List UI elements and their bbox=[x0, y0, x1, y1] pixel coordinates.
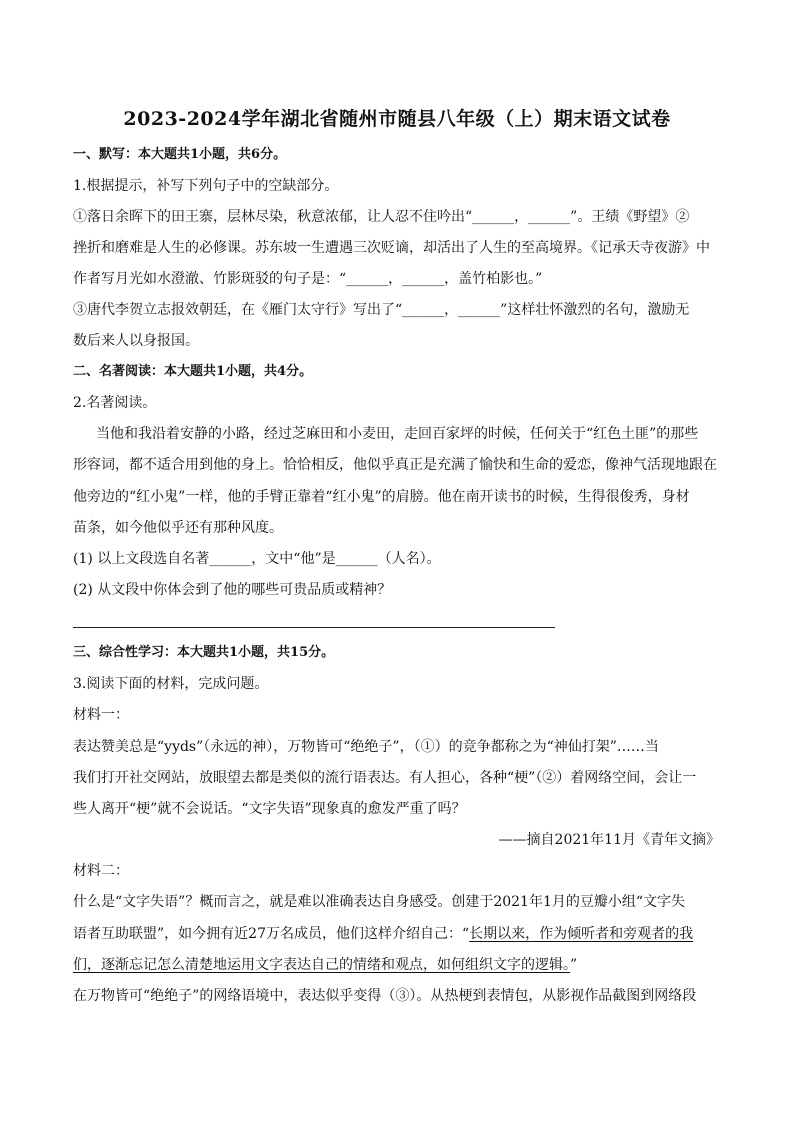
q2-sub1-text: (1) 以上文段选自名著 bbox=[73, 551, 210, 567]
q3-prompt: 3.阅读下面的材料，完成问题。 bbox=[73, 676, 269, 692]
section-3-heading: 三、综合性学习：本大题共1小题，共15分。 bbox=[73, 645, 335, 660]
material-2-line-3 bbox=[73, 955, 577, 975]
underlined-quote: 长期以来，作为倾听者和旁观者的我 bbox=[469, 926, 694, 942]
q2-sub1-middle: ，文中“他”是 bbox=[251, 551, 336, 567]
q1-line-5: 数后来人以身报国。 bbox=[73, 333, 199, 349]
answer-blank[interactable]: ______ bbox=[209, 551, 252, 567]
closing-quote: ” bbox=[570, 957, 578, 973]
material-1-line-3: 些人离开“梗”就不会说话。“文字失语”现象真的愈发严重了吗？ bbox=[73, 801, 466, 817]
material-1-line-2: 我们打开社交网站，放眼望去都是类似的流行语表达。有人担心，各种“梗”（②）着网络空间，会让一 bbox=[73, 770, 697, 786]
q1-line-4-tail: ”这样壮怀激烈的名句，激励无 bbox=[500, 302, 690, 318]
q1-line-4-text: ③唐代李贺立志报效朝廷，在《雁门太守行》写出了“ bbox=[73, 302, 403, 318]
q1-line-3-text: 作者写月光如水澄澈、竹影斑驳的句子是：“ bbox=[73, 271, 347, 287]
q1-line-2: 挫折和磨难是人生的必修课。苏东坡一生遭遇三次贬谪，却活出了人生的至高境界。《记承天寺夜游》中 bbox=[73, 240, 710, 256]
q2-passage-line-2: 形容词，都不适合用到他的身上。恰恰相反，他似乎真正是充满了愉快和生命的爱恋，像神气活现地跟在 bbox=[73, 457, 717, 473]
answer-blank[interactable]: ______ bbox=[335, 551, 378, 567]
q2-passage-line-1: 当他和我沿着安静的小路，经过芝麻田和小麦田，走回百家坪的时候，任何关于“红色土匪”的那些 bbox=[96, 426, 699, 442]
separator: ， bbox=[388, 271, 403, 287]
q1-prompt: 1.根据提示，补写下列句子中的空缺部分。 bbox=[73, 178, 339, 194]
separator: ， bbox=[444, 302, 459, 318]
q1-line-4 bbox=[73, 300, 689, 320]
answer-line[interactable] bbox=[73, 627, 555, 628]
separator: ， bbox=[514, 209, 529, 225]
material-2-line-4: 在万物皆可“绝绝子”的网络语境中，表达似乎变得（③）。从热梗到表情包，从影视作品截图到网络段 bbox=[73, 988, 697, 1004]
q1-line-3 bbox=[73, 269, 542, 289]
section-2-heading: 二、名著阅读：本大题共1小题，共4分。 bbox=[73, 364, 313, 379]
q2-sub-question-2: (2) 从文段中你体会到了他的哪些可贵品质或精神？ bbox=[73, 582, 392, 598]
q1-line-1-text: ①落日余晖下的田王寨，层林尽染，秋意浓郁，让人忍不住吟出“ bbox=[73, 209, 473, 225]
answer-blank[interactable]: ______ bbox=[402, 271, 445, 287]
material-1-line-1: 表达赞美总是“yyds”（永远的神），万物皆可“绝绝子”，（①）的竞争都称之为“神仙打架”……当 bbox=[73, 739, 659, 755]
material-1-source: ——摘自2021年11月《青年文摘》 bbox=[498, 832, 720, 848]
material-1-label: 材料一： bbox=[73, 707, 129, 723]
q2-prompt: 2.名著阅读。 bbox=[73, 395, 157, 411]
q2-sub1-tail: （人名）。 bbox=[377, 551, 441, 567]
answer-blank[interactable]: ______ bbox=[402, 302, 445, 318]
material-2-line-1: 什么是“文字失语”？概而言之，就是难以准确表达自身感受。创建于2021年1月的豆瓣小组“文字失 bbox=[73, 894, 686, 910]
section-1-heading: 一、默写：本大题共1小题，共6分。 bbox=[73, 147, 287, 162]
exam-title: 2023-2024学年湖北省随州市随县八年级（上）期末语文试卷 bbox=[123, 108, 671, 130]
q1-line-3-tail: ，盖竹柏影也。” bbox=[444, 271, 543, 287]
material-2-line-2-text: 语者互助联盟”，如今拥有近27万名成员，他们这样介绍自己：“ bbox=[73, 926, 470, 942]
answer-blank[interactable]: ______ bbox=[528, 209, 571, 225]
answer-blank[interactable]: ______ bbox=[346, 271, 389, 287]
q2-passage-line-4: 苗条，如今他似乎还有那种风度。 bbox=[73, 520, 283, 536]
material-2-label: 材料二： bbox=[73, 863, 129, 879]
underlined-quote: 们，逐渐忘记怎么清楚地运用文字表达自己的情绪和观点，如何组织文字的逻辑。 bbox=[73, 957, 570, 973]
answer-blank[interactable]: ______ bbox=[472, 209, 515, 225]
material-2-line-2 bbox=[73, 924, 693, 944]
q1-line-1-tail: ”。王绩《野望》② bbox=[570, 209, 690, 225]
answer-blank[interactable]: ______ bbox=[458, 302, 501, 318]
q2-passage-line-3: 他旁边的“红小鬼”一样，他的手臂正靠着“红小鬼”的肩膀。他在南开读书的时候，生得很俊秀，身材 bbox=[73, 489, 690, 505]
q1-line-1 bbox=[73, 207, 689, 227]
q2-sub-question-1 bbox=[73, 549, 441, 569]
